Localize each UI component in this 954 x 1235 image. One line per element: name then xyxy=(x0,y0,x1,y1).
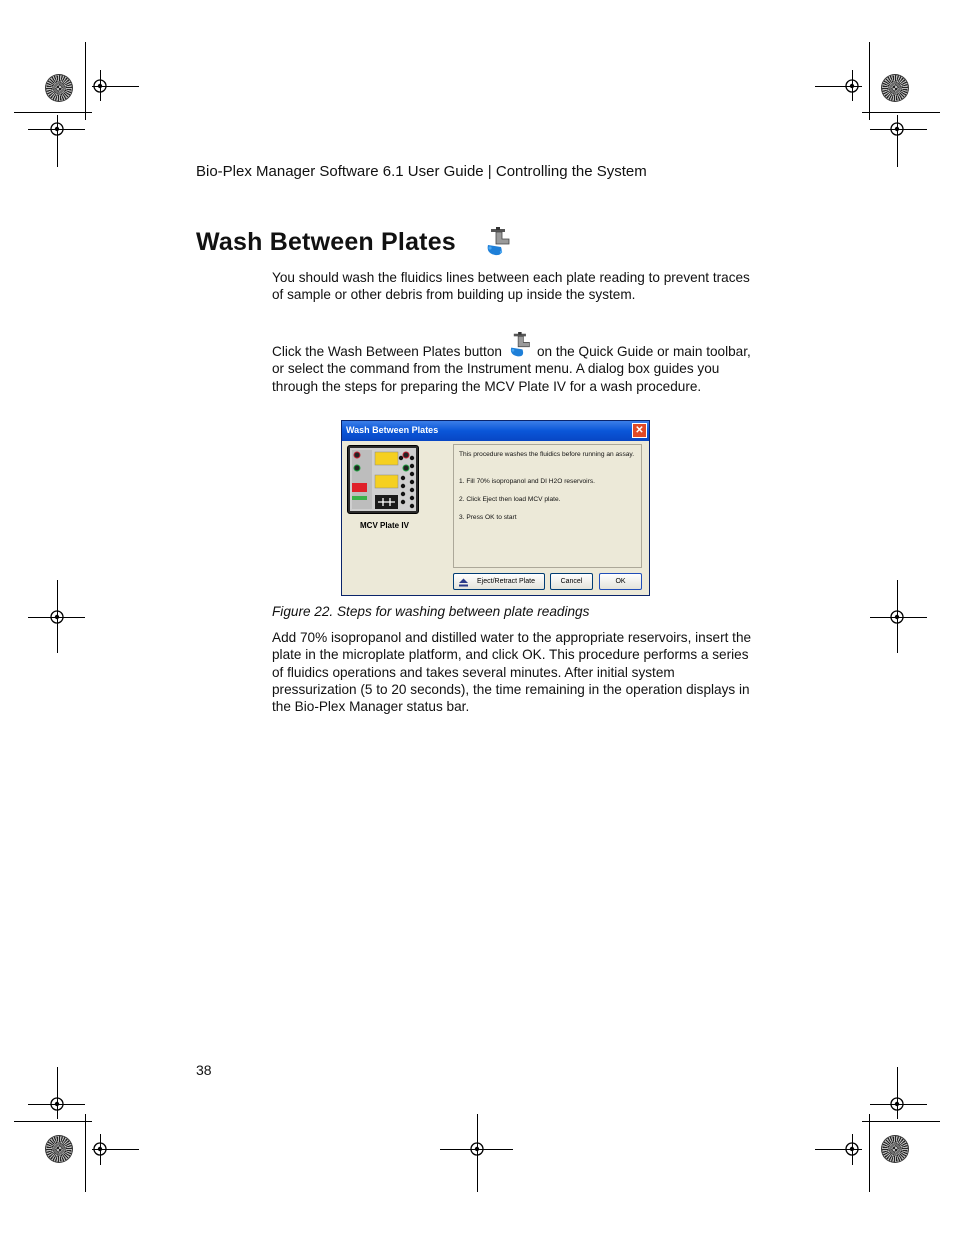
wash-between-plates-dialog xyxy=(341,420,650,596)
mcv-plate-diagram xyxy=(350,448,416,511)
crosshair-icon xyxy=(468,1140,486,1158)
crosshair-icon xyxy=(48,1095,66,1113)
instruction-text-end: on the Quick Guide or main toolbar, or select the command from the Instrument menu. A dialog box guides you through the steps for preparing the MCV Plate IV for a wash procedure. xyxy=(272,344,751,394)
color-bar-rosette-icon xyxy=(46,75,72,101)
dialog-instruction-line: 3. Press OK to start xyxy=(459,514,517,521)
instruction-text-start: Click the Wash Between Plates button xyxy=(272,344,502,359)
eject-button-label: Eject/Retract Plate xyxy=(477,578,535,585)
dialog-instruction-line: 2. Click Eject then load MCV plate. xyxy=(459,496,561,503)
color-bar-rosette-icon xyxy=(46,1136,72,1162)
plate-label: MCV Plate IV xyxy=(360,521,409,530)
eject-icon xyxy=(458,578,469,587)
procedure-paragraph: Add 70% isopropanol and distilled water to the appropriate reservoirs, insert the plate in the microplate platform, and click OK. This procedure performs a series of fluidics operations and takes several minutes. After initial system pressurization (5 to 20 seconds), the time remaining in the operation displays in the Bio-Plex Manager status bar. xyxy=(272,630,752,715)
instrument-diagram xyxy=(347,445,419,514)
crosshair-icon xyxy=(48,608,66,626)
crosshair-icon xyxy=(843,1140,861,1158)
intro-paragraph: You should wash the fluidics lines between each plate reading to prevent traces of sample or other debris from building up inside the system. xyxy=(272,270,750,303)
dialog-instruction-line: This procedure washes the fluidics before running an assay. xyxy=(459,451,635,458)
close-icon[interactable]: ✕ xyxy=(632,423,647,438)
color-bar-rosette-icon xyxy=(882,1136,908,1162)
crosshair-icon xyxy=(888,1095,906,1113)
running-header: Bio-Plex Manager Software 6.1 User Guide | Controlling the System xyxy=(196,163,647,180)
eject-retract-plate-button[interactable] xyxy=(453,573,545,590)
crosshair-icon xyxy=(888,608,906,626)
instruction-paragraph xyxy=(272,332,762,395)
wash-plates-button-icon xyxy=(505,332,533,358)
color-bar-rosette-icon xyxy=(882,75,908,101)
dialog-title: Wash Between Plates xyxy=(346,425,439,435)
crosshair-icon xyxy=(888,120,906,138)
instructions-panel xyxy=(453,444,642,568)
page-number: 38 xyxy=(196,1062,212,1078)
wash-plates-icon xyxy=(482,227,512,257)
page-title: Wash Between Plates xyxy=(196,228,456,256)
ok-button[interactable]: OK xyxy=(599,573,642,590)
crosshair-icon xyxy=(91,77,109,95)
figure-caption: Figure 22. Steps for washing between plate readings xyxy=(272,604,590,619)
dialog-instruction-line: 1. Fill 70% isopropanol and DI H2O reservoirs. xyxy=(459,478,595,485)
dialog-titlebar xyxy=(342,421,649,441)
cancel-button[interactable]: Cancel xyxy=(550,573,593,590)
crosshair-icon xyxy=(91,1140,109,1158)
crosshair-icon xyxy=(48,120,66,138)
crosshair-icon xyxy=(843,77,861,95)
